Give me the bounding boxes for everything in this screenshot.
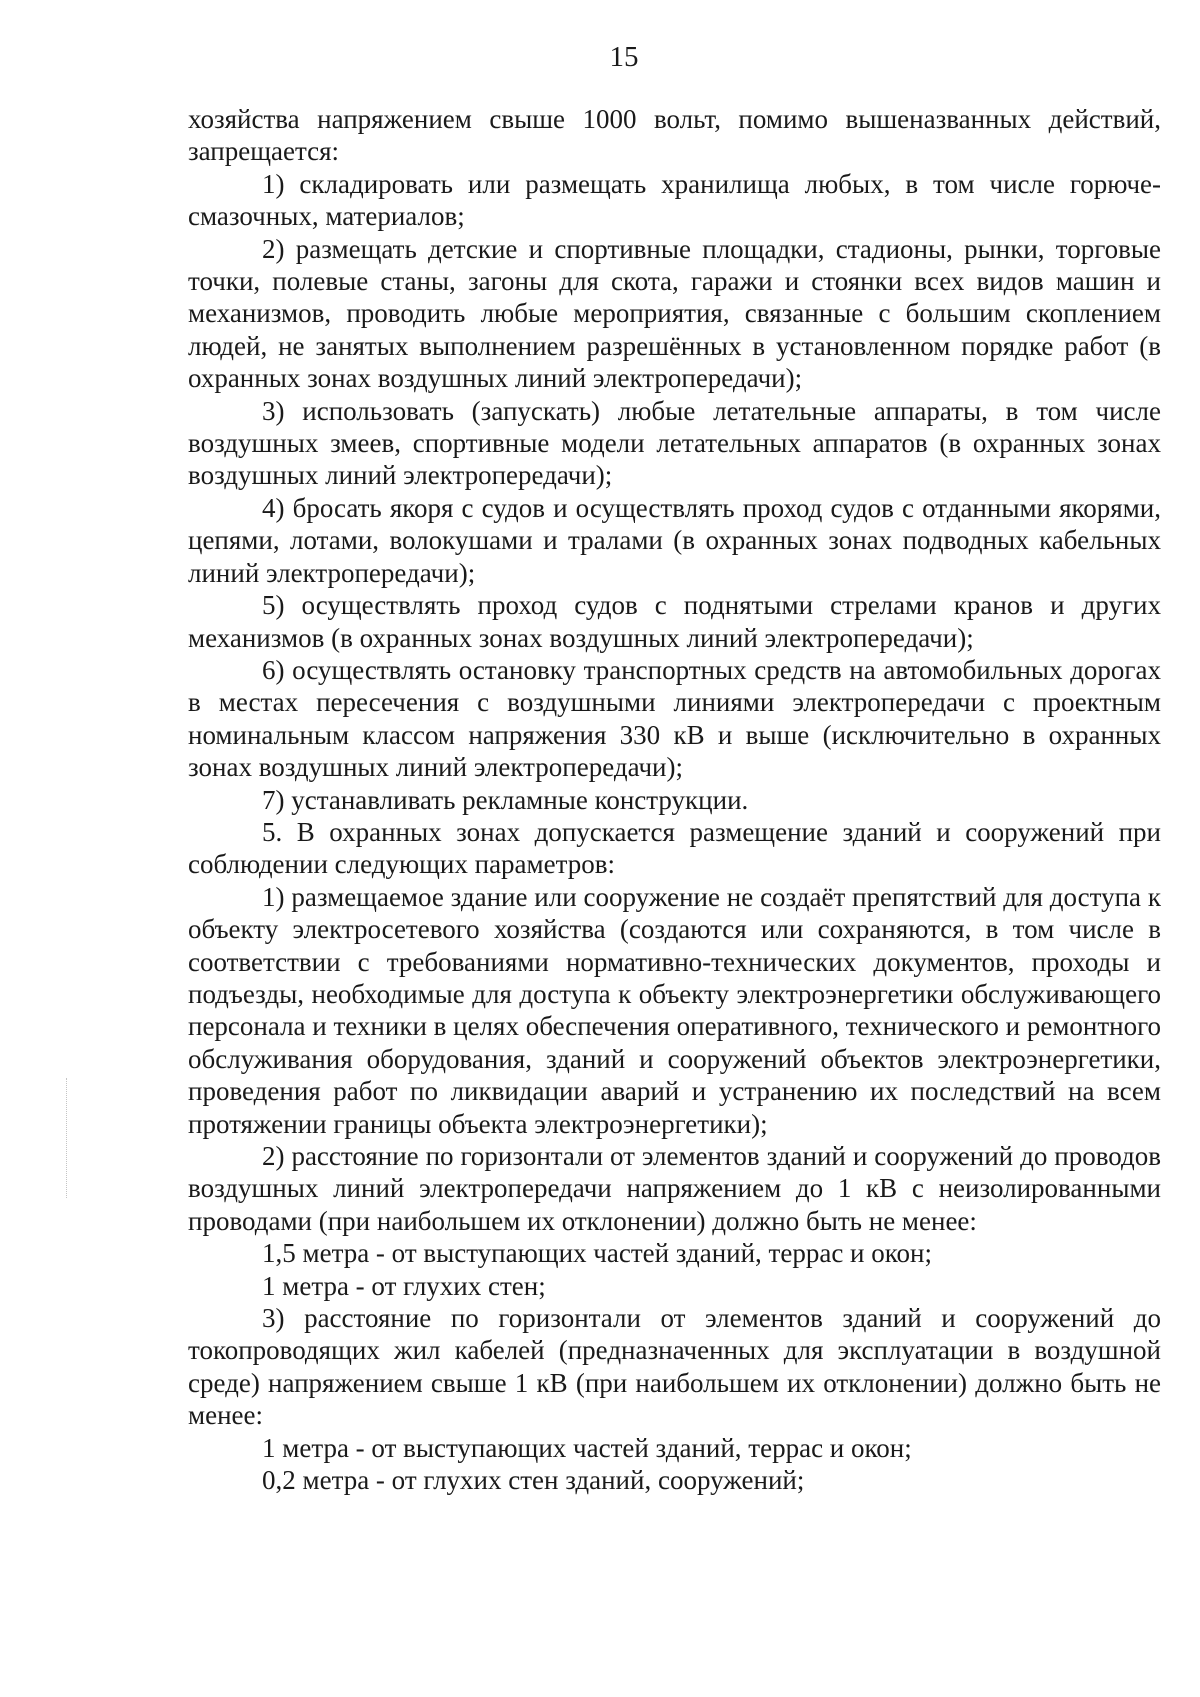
document-body (188, 103, 1161, 1496)
paragraph: 2) размещать детские и спортивные площадки, стадионы, рынки, торговые точки, полевые станы, загоны для скота, гаражи и стоянки всех видов машин и механизмов, проводить любые мероприятия, связанные с большим скоплением людей, не занятых выполнением разрешённых в установленном порядке работ (в охранных зонах воздушных линий электропередачи); (188, 233, 1161, 394)
paragraph: 4) бросать якоря с судов и осуществлять проход судов с отданными якорями, цепями, лотами, волокушами и тралами (в охранных зонах подводных кабельных линий электропередачи); (188, 492, 1161, 588)
paragraph: 3) расстояние по горизонтали от элементов зданий и сооружений до токопроводящих жил кабелей (предназначенных для эксплуатации в воздушной среде) напряжением свыше 1 кВ (при наибольшем их отклонении) должно быть не менее: (188, 1303, 1161, 1431)
paragraph: 6) осуществлять остановку транспортных средств на автомобильных дорогах в местах пересечения с воздушными линиями электропередачи с проектным номинальным классом напряжения 330 кВ и выше (исключительно в охранных зонах воздушных линий электропередачи); (188, 654, 1161, 783)
paragraph: 1 метра - от выступающих частей зданий, террас и окон; (262, 1432, 912, 1463)
paragraph: 5. В охранных зонах допускается размещение зданий и сооружений при соблюдении следующих параметров: (188, 816, 1161, 880)
paragraph: хозяйства напряжением свыше 1000 вольт, помимо вышеназванных действий, запрещается: (188, 104, 1161, 167)
paragraph: 0,2 метра - от глухих стен зданий, сооружений; (262, 1465, 805, 1496)
paragraph: 1) складировать или размещать хранилища любых, в том числе горюче-смазочных, материалов; (188, 168, 1161, 232)
paragraph: 1) размещаемое здание или сооружение не создаёт препятствий для доступа к объекту электросетевого хозяйства (создаются или сохраняются, в том числе в соответствии с требованиями нормативно-технических документов, проходы и подъезды, необходимые для доступа к объекту электроэнергетики обслуживающего персонала и техники в целях обеспечения оперативного, технического и ремонтного обслуживания оборудования, зданий и сооружений объектов электроэнергетики, проведения работ по ликвидации аварий и устранению их последствий на всем протяжении границы объекта электроэнергетики); (188, 881, 1162, 1139)
paragraph: 7) устанавливать рекламные конструкции. (262, 784, 749, 815)
page-number: 15 (609, 41, 639, 73)
scan-margin-mark (66, 1078, 67, 1198)
paragraph: 1,5 метра - от выступающих частей зданий, террас и окон; (262, 1238, 932, 1269)
paragraph: 2) расстояние по горизонтали от элементов зданий и сооружений до проводов воздушных линий электропередачи напряжением до 1 кВ с неизолированными проводами (при наибольшем их отклонении) должно быть не менее: (188, 1141, 1161, 1236)
paragraph: 3) использовать (запускать) любые летательные аппараты, в том числе воздушных змеев, спортивные модели летательных аппаратов (в охранных зонах воздушных линий электропередачи); (188, 395, 1161, 491)
paragraph: 5) осуществлять проход судов с поднятыми стрелами кранов и других механизмов (в охранных зонах воздушных линий электропередачи); (188, 590, 1161, 653)
paragraph: 1 метра - от глухих стен; (262, 1270, 546, 1301)
